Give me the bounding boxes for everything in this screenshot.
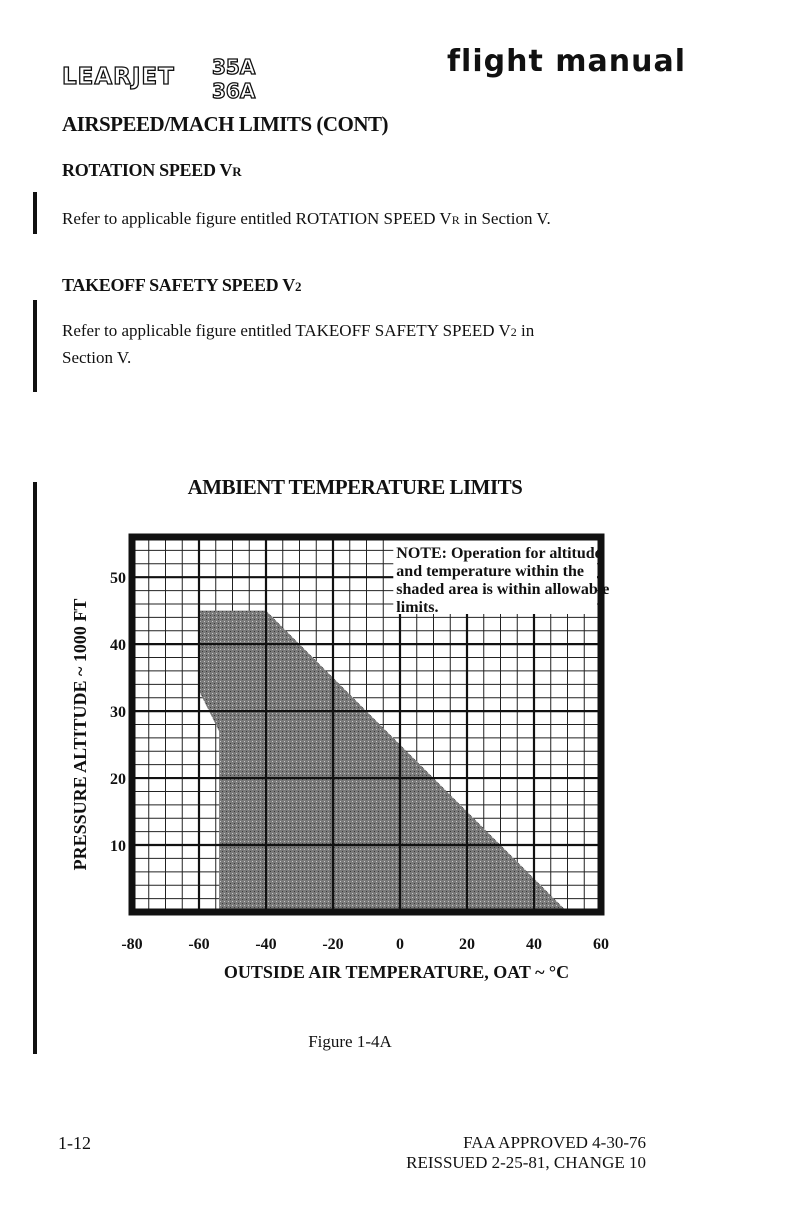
note-line: NOTE: Operation for altitude [396, 545, 602, 562]
x-tick-label: 0 [396, 936, 404, 953]
chart-title: AMBIENT TEMPERATURE LIMITS [187, 475, 523, 499]
y-tick-label: 20 [110, 771, 126, 789]
approval-line: FAA APPROVED 4-30-76 [463, 1133, 646, 1152]
x-tick-label: -80 [121, 936, 143, 953]
logo-model-36a: 36A [212, 79, 256, 103]
x-tick-label: -60 [188, 936, 210, 953]
note-line: and temperature within the [396, 563, 585, 580]
figure-caption: Figure 1-4A [308, 1032, 392, 1051]
takeoff-heading: TAKEOFF SAFETY SPEED V2 [62, 275, 302, 295]
y-tick-label: 30 [110, 704, 126, 722]
takeoff-text-line2: Section V. [62, 348, 132, 367]
rotation-heading: ROTATION SPEED VR [62, 160, 242, 180]
x-tick-label: -40 [255, 936, 277, 953]
y-axis-ticks [110, 570, 126, 855]
reissue-line: REISSUED 2-25-81, CHANGE 10 [406, 1153, 646, 1172]
takeoff-text-line1: Refer to applicable figure entitled TAKEOFF SAFETY SPEED V2 in [62, 321, 535, 340]
note-line: limits. [396, 599, 439, 616]
change-bar [33, 300, 37, 392]
rotation-text: Refer to applicable figure entitled ROTATION SPEED VR in Section V. [62, 209, 551, 228]
note-line: shaded area is within allowable [396, 581, 610, 598]
x-tick-label: 20 [459, 936, 475, 953]
logo-model-35a: 35A [212, 55, 256, 79]
x-tick-label: 40 [526, 936, 542, 953]
y-tick-label: 10 [110, 838, 126, 856]
footer-approval-block [406, 1133, 646, 1173]
learjet-logo [62, 52, 292, 107]
section-title: AIRSPEED/MACH LIMITS (CONT) [62, 112, 389, 136]
x-axis-ticks [121, 936, 609, 953]
logo-brand: LEARJET [62, 64, 175, 90]
y-tick-label: 50 [110, 570, 126, 588]
change-bar [33, 482, 37, 1054]
change-bar [33, 192, 37, 234]
x-axis-label: OUTSIDE AIR TEMPERATURE, OAT ~ °C [223, 962, 570, 982]
takeoff-text [62, 318, 534, 370]
manual-title: flight manual [447, 44, 686, 79]
page-number: 1-12 [58, 1133, 91, 1153]
y-axis-label: PRESSURE ALTITUDE ~ 1000 FT [70, 598, 90, 871]
temperature-limits-chart [60, 525, 620, 995]
x-tick-label: -20 [322, 936, 344, 953]
y-tick-label: 40 [110, 637, 126, 655]
x-tick-label: 60 [593, 936, 609, 953]
